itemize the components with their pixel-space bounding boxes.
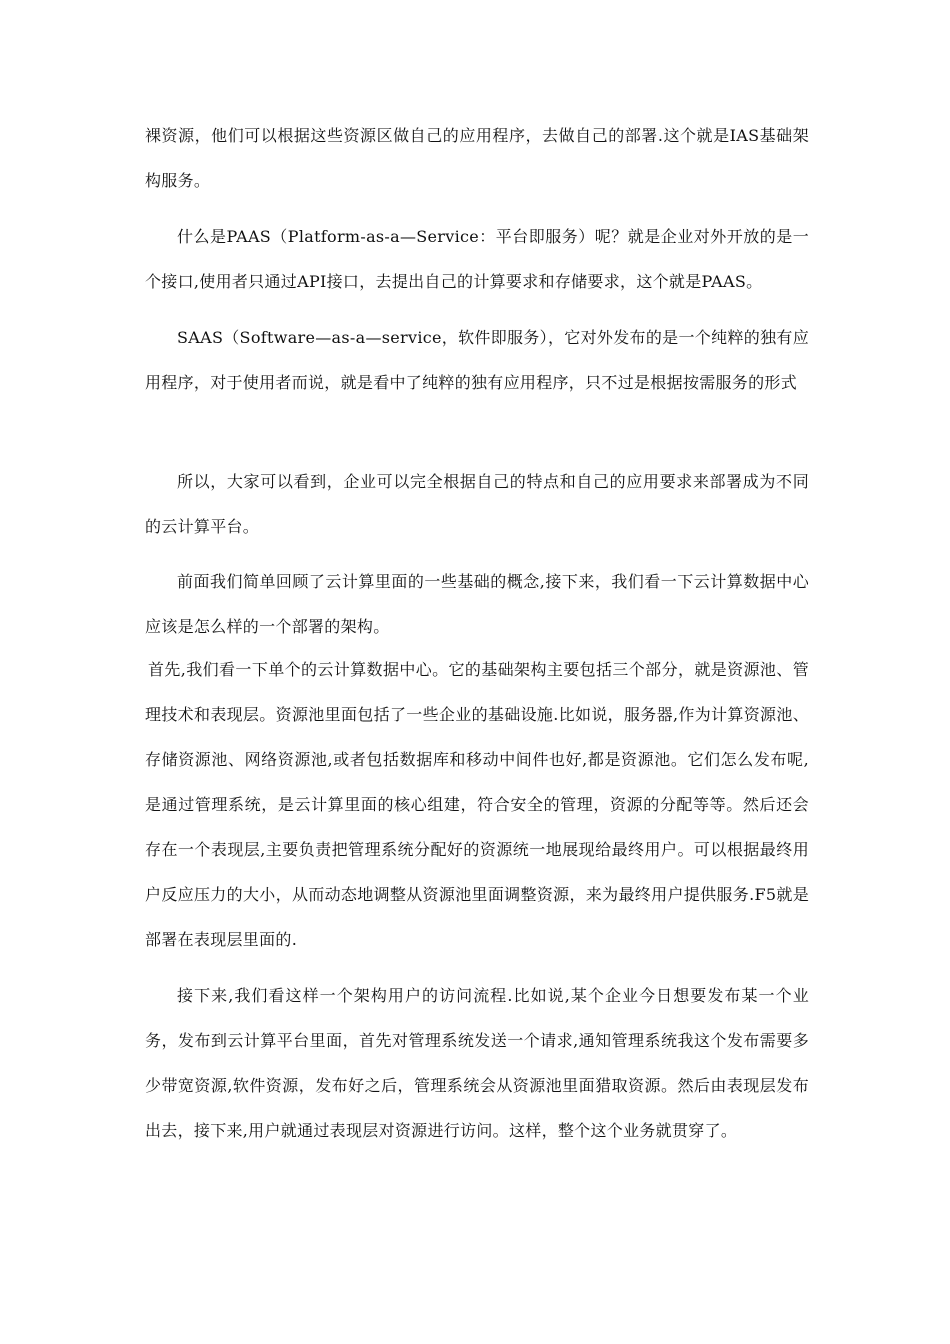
paragraph-ias: 裸资源，他们可以根据这些资源区做自己的应用程序，去做自己的部署.这个就是IAS基础架构服务。 — [145, 126, 809, 190]
paragraph-summary: 所以，大家可以看到，企业可以完全根据自己的特点和自己的应用要求来部署成为不同的云计算平台。 — [145, 472, 809, 536]
paragraph-data-center-architecture: 首先,我们看一下单个的云计算数据中心。它的基础架构主要包括三个部分，就是资源池、管理技术和表现层。资源池里面包括了一些企业的基础设施.比如说，服务器,作为计算资源池、存储资源池、网络资源池,或者包括数据库和移动中间件也好,都是资源池。它们怎么发布呢,是通过管理系统，是云计算里面的核心组建，符合安全的管理，资源的分配等等。然后还会存在一个表现层,主要负责把管理系统分配好的资源统一地展现给最终用户。可以根据最终用户反应压力的大小，从而动态地调整从资源池里面调整资源，来为最终用户提供服务.F5就是部署在表现层里面的. — [145, 660, 809, 949]
paragraph-review: 前面我们简单回顾了云计算里面的一些基础的概念,接下来，我们看一下云计算数据中心应该是怎么样的一个部署的架构。 — [145, 572, 809, 636]
paragraph-paas: 什么是PAAS（Platform-as-a—Service：平台即服务）呢？就是企业对外开放的是一个接口,使用者只通过API接口，去提出自己的计算要求和存储要求，这个就是PAAS。 — [145, 227, 809, 291]
paragraph-saas: SAAS（Software—as-a—service，软件即服务），它对外发布的是一个纯粹的独有应用程序，对于使用者而说，就是看中了纯粹的独有应用程序，只不过是根据按需服务的形式 — [145, 328, 809, 392]
paragraph-access-flow: 接下来,我们看这样一个架构用户的访问流程.比如说,某个企业今日想要发布某一个业务，发布到云计算平台里面，首先对管理系统发送一个请求,通知管理系统我这个发布需要多少带宽资源,软件资源，发布好之后，管理系统会从资源池里面猎取资源。然后由表现层发布出去，接下来,用户就通过表现层对资源进行访问。这样，整个这个业务就贯穿了。 — [145, 986, 809, 1140]
